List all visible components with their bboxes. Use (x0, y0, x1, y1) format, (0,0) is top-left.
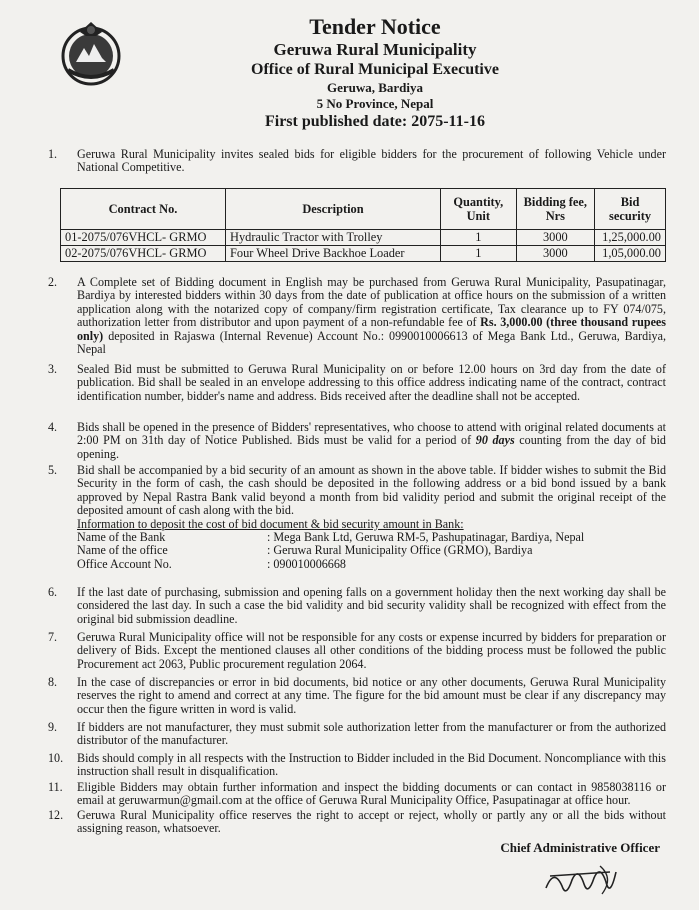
bank-info-heading: Information to deposit the cost of bid document & bid security amount in Bank: (77, 516, 464, 531)
clause-number: 9. (48, 720, 58, 734)
col-bid-security: Bid security (595, 189, 666, 230)
clause-number: 1. (48, 147, 58, 161)
clause-text: A Complete set of Bidding document in English may be purchased from Geruwa Rural Municipality, Pasupatinagar, Bardiya by interested bidders within 30 days from the date of publication at office hours on the submission of a written application along with the notarized copy of company/firm registration certificate, Tax clearance up to FY 074/075, authorization letter from distributor and upon payment of a non-refundable fee of (77, 275, 666, 330)
clause-8 (48, 676, 666, 716)
clause-12 (48, 809, 666, 836)
clause-4 (48, 421, 666, 461)
cell-bid-security: 1,25,000.00 (595, 230, 666, 246)
handwritten-signature (540, 858, 620, 908)
clause-number: 3. (48, 362, 58, 376)
clause-text: Geruwa Rural Municipality office reserves the right to accept or reject, wholly or partly any or all the bids without assigning reason, whatsoever. (77, 808, 666, 836)
cell-contract-no: 01-2075/076VHCL- GRMO (61, 230, 226, 246)
col-contract-no: Contract No. (61, 189, 226, 230)
clause-text-cont: counting from the day of bid opening. (77, 433, 666, 461)
clause-text: If bidders are not manufacturer, they must submit sole authorization letter from the manufacturer or from the authorized distributor of the manufacturer. (77, 720, 666, 748)
col-bidding-fee: Bidding fee, Nrs (516, 189, 595, 230)
col-quantity: Quantity, Unit (441, 189, 517, 230)
cell-quantity: 1 (441, 246, 517, 262)
col-description: Description (226, 189, 441, 230)
clause-9 (48, 721, 666, 748)
notice-title: Tender Notice (309, 14, 441, 39)
clause-number: 5. (48, 463, 58, 477)
clause-text: Bids should comply in all respects with the Instruction to Bidder included in the Bid Document. Noncompliance with this instruction shall result in disqualification. (77, 751, 666, 779)
address-line-1: Geruwa, Bardiya (326, 80, 424, 95)
cell-bid-security: 1,05,000.00 (595, 246, 666, 262)
bank-info-label: Office Account No. (77, 556, 172, 571)
clause-number: 7. (48, 630, 58, 644)
clause-number: 11. (48, 780, 63, 794)
bank-info-value: : 090010006668 (267, 556, 346, 571)
cell-quantity: 1 (441, 230, 517, 246)
clause-number: 2. (48, 275, 58, 289)
first-published-date: First published date: 2075-11-16 (264, 113, 485, 130)
clause-text: Bid shall be accompanied by a bid security of an amount as shown in the above table. If bidder wishes to submit the Bid Security in the form of cash, the cash should be deposited in the following address or a bid bond issued by a bank approved by Nepal Rastra Bank valid beyond a month from bid validity period and submit the original receipt of the deposited amount of cash along with the bid. (77, 463, 666, 518)
clause-10 (48, 752, 666, 779)
clause-text: Eligible Bidders may obtain further information and inspect the bidding documents or can contact in 9858038116 or email at geruwarmun@gmail.com at the office of Geruwa Rural Municipality Office, Pasupatinagar at office hour. (77, 780, 666, 808)
address-line-2: 5 No Province, Nepal (316, 96, 434, 111)
bank-info-label: Name of the Bank (77, 530, 166, 545)
fee-amount: Rs. 3,000.00 (three thousand rupees only) (77, 315, 667, 343)
clause-2 (48, 276, 666, 356)
validity-days: 90 days (475, 433, 515, 448)
clause-text: Bids shall be opened in the presence of Bidders' representatives, who choose to attend with original related documents at 2:00 PM on 31th day of Notice Published. Bids must be valid for a period of (77, 420, 666, 448)
clause-text: Geruwa Rural Municipality office will not be responsible for any costs or expense incurred by bidders for preparation or delivery of Bids. Except the mentioned clauses all other conditions of the bidding process must be followed the public Procurement act 2063, Public procurement regulation 2064. (77, 630, 666, 671)
clause-text-cont: deposited in Rajaswa (Internal Revenue) Account No.: 0990010006613 of Mega Bank Ltd., Geruwa, Bardiya, Nepal (77, 328, 666, 357)
bank-info-value: : Mega Bank Ltd, Geruwa RM-5, Pashupatinagar, Bardiya, Nepal (267, 530, 585, 545)
bank-info-value: : Geruwa Rural Municipality Office (GRMO), Bardiya (267, 543, 533, 558)
table-header-row (61, 189, 666, 230)
clause-number: 12. (48, 808, 64, 822)
signatory-title: Chief Administrative Officer (500, 840, 660, 855)
office-name: Office of Rural Municipal Executive (251, 61, 499, 78)
clause-number: 6. (48, 585, 58, 599)
bank-info-list (77, 531, 666, 571)
cell-description: Hydraulic Tractor with Trolley (226, 230, 441, 246)
bank-info-label: Name of the office (77, 543, 168, 558)
clause-text: Sealed Bid must be submitted to Geruwa Rural Municipality on or before 12.00 hours on 3rd day from the date of publication. Bid shall be sealed in an envelope addressing to this office address indicating name of the contract, contract identification number, bidder's name and address. Bids received after the deadline shall not be accepted. (77, 362, 666, 403)
clause-1 (48, 148, 666, 175)
clause-text: In the case of discrepancies or error in bid documents, bid notice or any other documents, Geruwa Rural Municipality reserves the right to amend and correct at any time. The figure for the bid amount must be clear if any discrepancy may occur then the figure written in word is valid. (77, 675, 666, 716)
nepal-emblem-icon (56, 18, 126, 88)
clause-3 (48, 363, 666, 403)
clause-text: Geruwa Rural Municipality invites sealed bids for eligible bidders for the procurement of following Vehicle under National Competitive. (77, 147, 666, 175)
clause-number: 4. (48, 420, 58, 434)
clause-number: 8. (48, 675, 58, 689)
clause-number: 10. (48, 751, 64, 765)
tender-table (60, 188, 666, 262)
table-row (61, 246, 666, 262)
cell-bidding-fee: 3000 (516, 246, 595, 262)
cell-description: Four Wheel Drive Backhoe Loader (226, 246, 441, 262)
municipality-name: Geruwa Rural Municipality (273, 40, 477, 59)
clause-6 (48, 586, 666, 626)
cell-contract-no: 02-2075/076VHCL- GRMO (61, 246, 226, 262)
cell-bidding-fee: 3000 (516, 230, 595, 246)
clause-text: If the last date of purchasing, submission and opening falls on a government holiday then the next working day shall be considered the last day. In such a case the bid validity and bid security validity shall be recognized with effect from the original bid submission deadline. (77, 585, 666, 626)
clause-11 (48, 781, 666, 808)
table-row (61, 230, 666, 246)
clause-5 (48, 464, 666, 571)
clause-7 (48, 631, 666, 671)
